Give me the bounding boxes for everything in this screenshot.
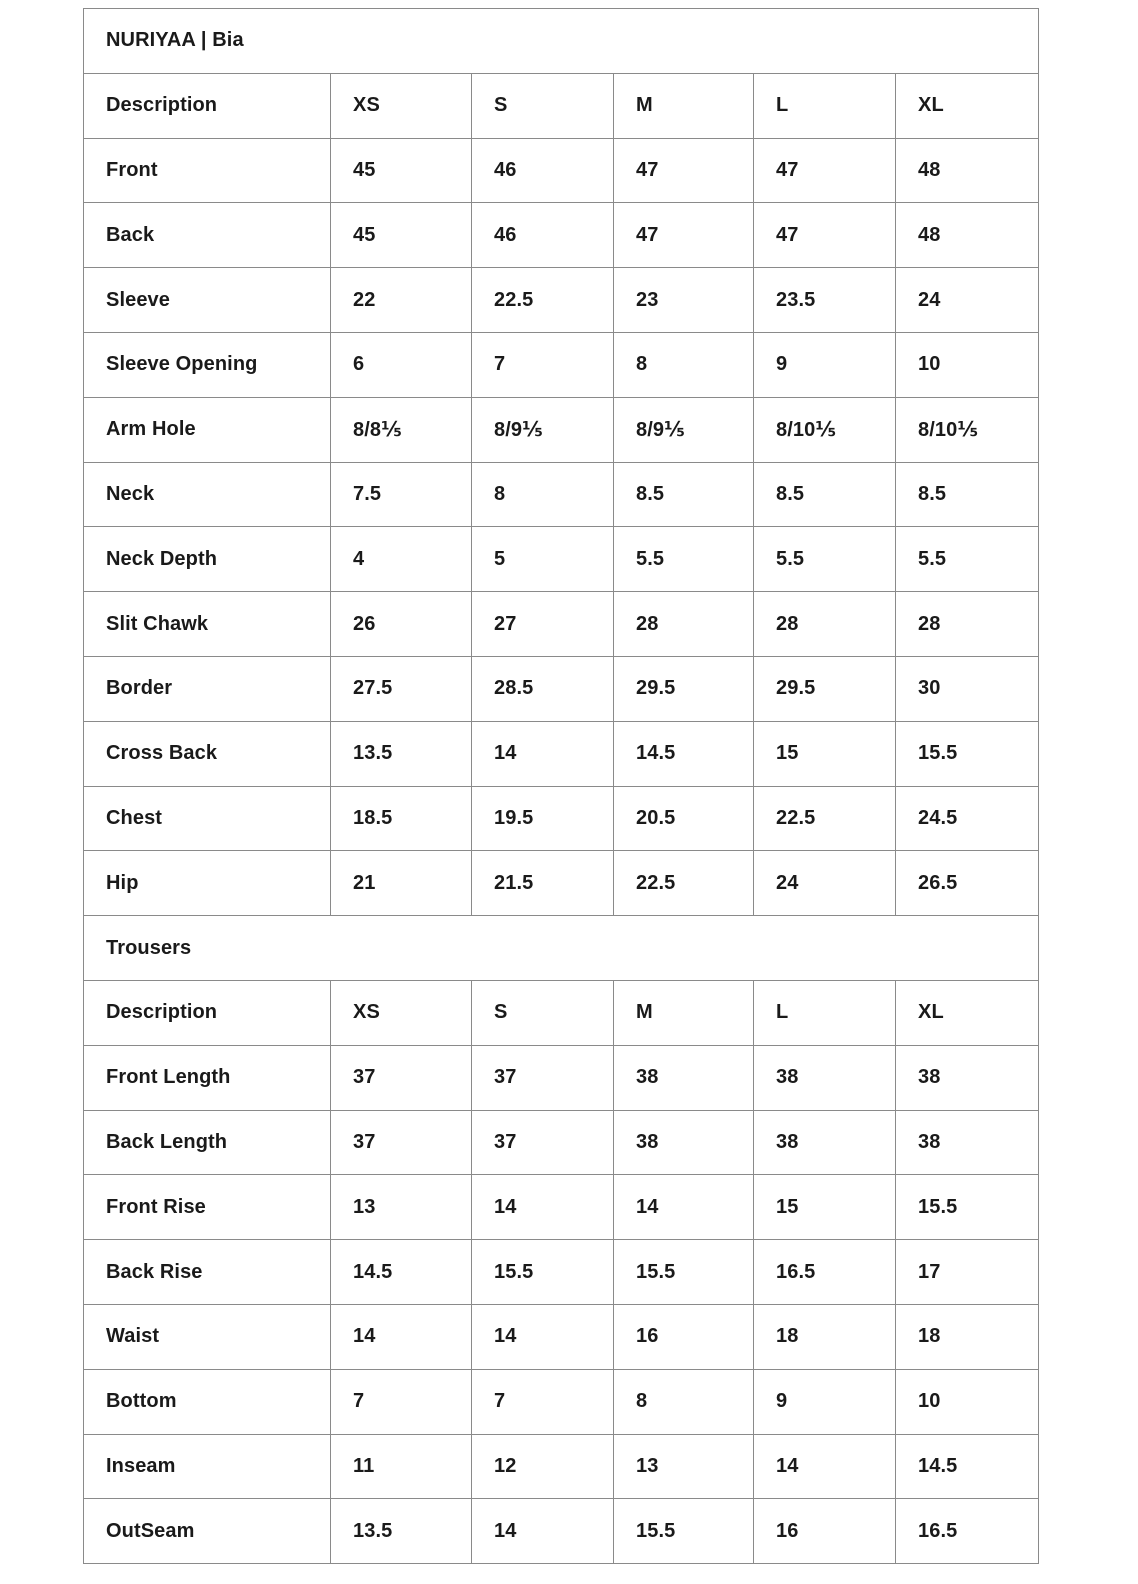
measurement-cell: 20.5	[614, 786, 754, 851]
measurement-cell: 14	[754, 1434, 896, 1499]
measurement-cell: 47	[614, 203, 754, 268]
description-header: Description	[84, 980, 331, 1045]
measurement-cell: 12	[472, 1434, 614, 1499]
row-label: Front Rise	[84, 1175, 331, 1240]
row-label: Bottom	[84, 1369, 331, 1434]
table-row	[84, 462, 1039, 527]
measurement-cell: 8/9⅕	[472, 397, 614, 462]
trousers-header-row	[84, 980, 1039, 1045]
measurement-cell: 5.5	[754, 527, 896, 592]
measurement-cell: 26.5	[896, 851, 1039, 916]
table-row	[84, 721, 1039, 786]
measurement-cell: 14	[472, 1175, 614, 1240]
brand-title-row	[84, 9, 1039, 74]
measurement-cell: 8.5	[754, 462, 896, 527]
measurement-cell: 24.5	[896, 786, 1039, 851]
measurement-cell: 22	[331, 268, 472, 333]
measurement-cell: 24	[754, 851, 896, 916]
measurement-cell: 38	[614, 1045, 754, 1110]
measurement-cell: 22.5	[614, 851, 754, 916]
description-header: Description	[84, 73, 331, 138]
measurement-cell: 10	[896, 1369, 1039, 1434]
brand-title: NURIYAA | Bia	[84, 9, 1039, 74]
table-row	[84, 527, 1039, 592]
row-label: Sleeve Opening	[84, 332, 331, 397]
measurement-cell: 21.5	[472, 851, 614, 916]
measurement-cell: 15.5	[896, 1175, 1039, 1240]
row-label: Hip	[84, 851, 331, 916]
measurement-cell: 15	[754, 721, 896, 786]
size-header-xl: XL	[896, 980, 1039, 1045]
measurement-cell: 21	[331, 851, 472, 916]
size-header-xs: XS	[331, 980, 472, 1045]
measurement-cell: 28.5	[472, 656, 614, 721]
measurement-cell: 29.5	[614, 656, 754, 721]
measurement-cell: 16.5	[896, 1499, 1039, 1564]
measurement-cell: 23	[614, 268, 754, 333]
measurement-cell: 48	[896, 203, 1039, 268]
measurement-cell: 13	[331, 1175, 472, 1240]
row-label: Cross Back	[84, 721, 331, 786]
measurement-cell: 27	[472, 592, 614, 657]
table-row	[84, 1045, 1039, 1110]
measurement-cell: 19.5	[472, 786, 614, 851]
table-row	[84, 332, 1039, 397]
measurement-cell: 15	[754, 1175, 896, 1240]
measurement-cell: 38	[896, 1110, 1039, 1175]
measurement-cell: 37	[472, 1045, 614, 1110]
measurement-cell: 30	[896, 656, 1039, 721]
measurement-cell: 37	[331, 1110, 472, 1175]
measurement-cell: 22.5	[472, 268, 614, 333]
measurement-cell: 37	[472, 1110, 614, 1175]
measurement-cell: 38	[896, 1045, 1039, 1110]
size-chart-body	[84, 9, 1039, 1564]
measurement-cell: 27.5	[331, 656, 472, 721]
measurement-cell: 14.5	[614, 721, 754, 786]
measurement-cell: 8/8⅕	[331, 397, 472, 462]
size-header-l: L	[754, 980, 896, 1045]
trousers-section-row	[84, 916, 1039, 981]
table-row	[84, 1240, 1039, 1305]
measurement-cell: 11	[331, 1434, 472, 1499]
measurement-cell: 24	[896, 268, 1039, 333]
measurement-cell: 46	[472, 203, 614, 268]
size-header-s: S	[472, 980, 614, 1045]
size-header-xl: XL	[896, 73, 1039, 138]
measurement-cell: 22.5	[754, 786, 896, 851]
measurement-cell: 4	[331, 527, 472, 592]
row-label: OutSeam	[84, 1499, 331, 1564]
table-row	[84, 1434, 1039, 1499]
size-header-xs: XS	[331, 73, 472, 138]
measurement-cell: 7	[472, 332, 614, 397]
measurement-cell: 5	[472, 527, 614, 592]
row-label: Back Length	[84, 1110, 331, 1175]
measurement-cell: 47	[614, 138, 754, 203]
measurement-cell: 48	[896, 138, 1039, 203]
measurement-cell: 14	[472, 721, 614, 786]
measurement-cell: 17	[896, 1240, 1039, 1305]
size-chart-table	[83, 8, 1039, 1564]
top-header-row	[84, 73, 1039, 138]
measurement-cell: 46	[472, 138, 614, 203]
measurement-cell: 28	[614, 592, 754, 657]
measurement-cell: 7	[472, 1369, 614, 1434]
measurement-cell: 15.5	[614, 1499, 754, 1564]
table-row	[84, 138, 1039, 203]
measurement-cell: 18.5	[331, 786, 472, 851]
measurement-cell: 45	[331, 203, 472, 268]
table-row	[84, 203, 1039, 268]
table-row	[84, 786, 1039, 851]
table-row	[84, 1369, 1039, 1434]
measurement-cell: 18	[754, 1304, 896, 1369]
measurement-cell: 8.5	[614, 462, 754, 527]
row-label: Back Rise	[84, 1240, 331, 1305]
measurement-cell: 13.5	[331, 1499, 472, 1564]
measurement-cell: 15.5	[472, 1240, 614, 1305]
row-label: Border	[84, 656, 331, 721]
measurement-cell: 8	[472, 462, 614, 527]
size-header-m: M	[614, 73, 754, 138]
measurement-cell: 15.5	[896, 721, 1039, 786]
measurement-cell: 18	[896, 1304, 1039, 1369]
measurement-cell: 29.5	[754, 656, 896, 721]
measurement-cell: 8/10⅕	[754, 397, 896, 462]
size-header-m: M	[614, 980, 754, 1045]
measurement-cell: 14.5	[331, 1240, 472, 1305]
table-row	[84, 1499, 1039, 1564]
row-label: Waist	[84, 1304, 331, 1369]
table-row	[84, 397, 1039, 462]
measurement-cell: 16	[614, 1304, 754, 1369]
measurement-cell: 38	[614, 1110, 754, 1175]
measurement-cell: 9	[754, 332, 896, 397]
row-label: Neck	[84, 462, 331, 527]
row-label: Arm Hole	[84, 397, 331, 462]
measurement-cell: 38	[754, 1045, 896, 1110]
row-label: Chest	[84, 786, 331, 851]
measurement-cell: 10	[896, 332, 1039, 397]
measurement-cell: 7	[331, 1369, 472, 1434]
table-row	[84, 851, 1039, 916]
measurement-cell: 8.5	[896, 462, 1039, 527]
row-label: Front	[84, 138, 331, 203]
measurement-cell: 15.5	[614, 1240, 754, 1305]
measurement-cell: 8/9⅕	[614, 397, 754, 462]
measurement-cell: 6	[331, 332, 472, 397]
measurement-cell: 16.5	[754, 1240, 896, 1305]
table-row	[84, 1110, 1039, 1175]
measurement-cell: 37	[331, 1045, 472, 1110]
row-label: Slit Chawk	[84, 592, 331, 657]
measurement-cell: 8/10⅕	[896, 397, 1039, 462]
size-header-s: S	[472, 73, 614, 138]
measurement-cell: 28	[754, 592, 896, 657]
table-row	[84, 592, 1039, 657]
measurement-cell: 8	[614, 332, 754, 397]
measurement-cell: 14	[472, 1304, 614, 1369]
measurement-cell: 26	[331, 592, 472, 657]
section-title: Trousers	[84, 916, 1039, 981]
measurement-cell: 5.5	[614, 527, 754, 592]
measurement-cell: 47	[754, 203, 896, 268]
table-row	[84, 1304, 1039, 1369]
size-header-l: L	[754, 73, 896, 138]
measurement-cell: 13	[614, 1434, 754, 1499]
table-row	[84, 1175, 1039, 1240]
row-label: Sleeve	[84, 268, 331, 333]
measurement-cell: 9	[754, 1369, 896, 1434]
measurement-cell: 13.5	[331, 721, 472, 786]
measurement-cell: 14	[472, 1499, 614, 1564]
row-label: Inseam	[84, 1434, 331, 1499]
row-label: Back	[84, 203, 331, 268]
measurement-cell: 14	[331, 1304, 472, 1369]
measurement-cell: 16	[754, 1499, 896, 1564]
measurement-cell: 28	[896, 592, 1039, 657]
table-row	[84, 656, 1039, 721]
measurement-cell: 5.5	[896, 527, 1039, 592]
row-label: Front Length	[84, 1045, 331, 1110]
measurement-cell: 23.5	[754, 268, 896, 333]
measurement-cell: 45	[331, 138, 472, 203]
measurement-cell: 8	[614, 1369, 754, 1434]
measurement-cell: 14.5	[896, 1434, 1039, 1499]
measurement-cell: 47	[754, 138, 896, 203]
measurement-cell: 7.5	[331, 462, 472, 527]
row-label: Neck Depth	[84, 527, 331, 592]
table-row	[84, 268, 1039, 333]
measurement-cell: 38	[754, 1110, 896, 1175]
measurement-cell: 14	[614, 1175, 754, 1240]
